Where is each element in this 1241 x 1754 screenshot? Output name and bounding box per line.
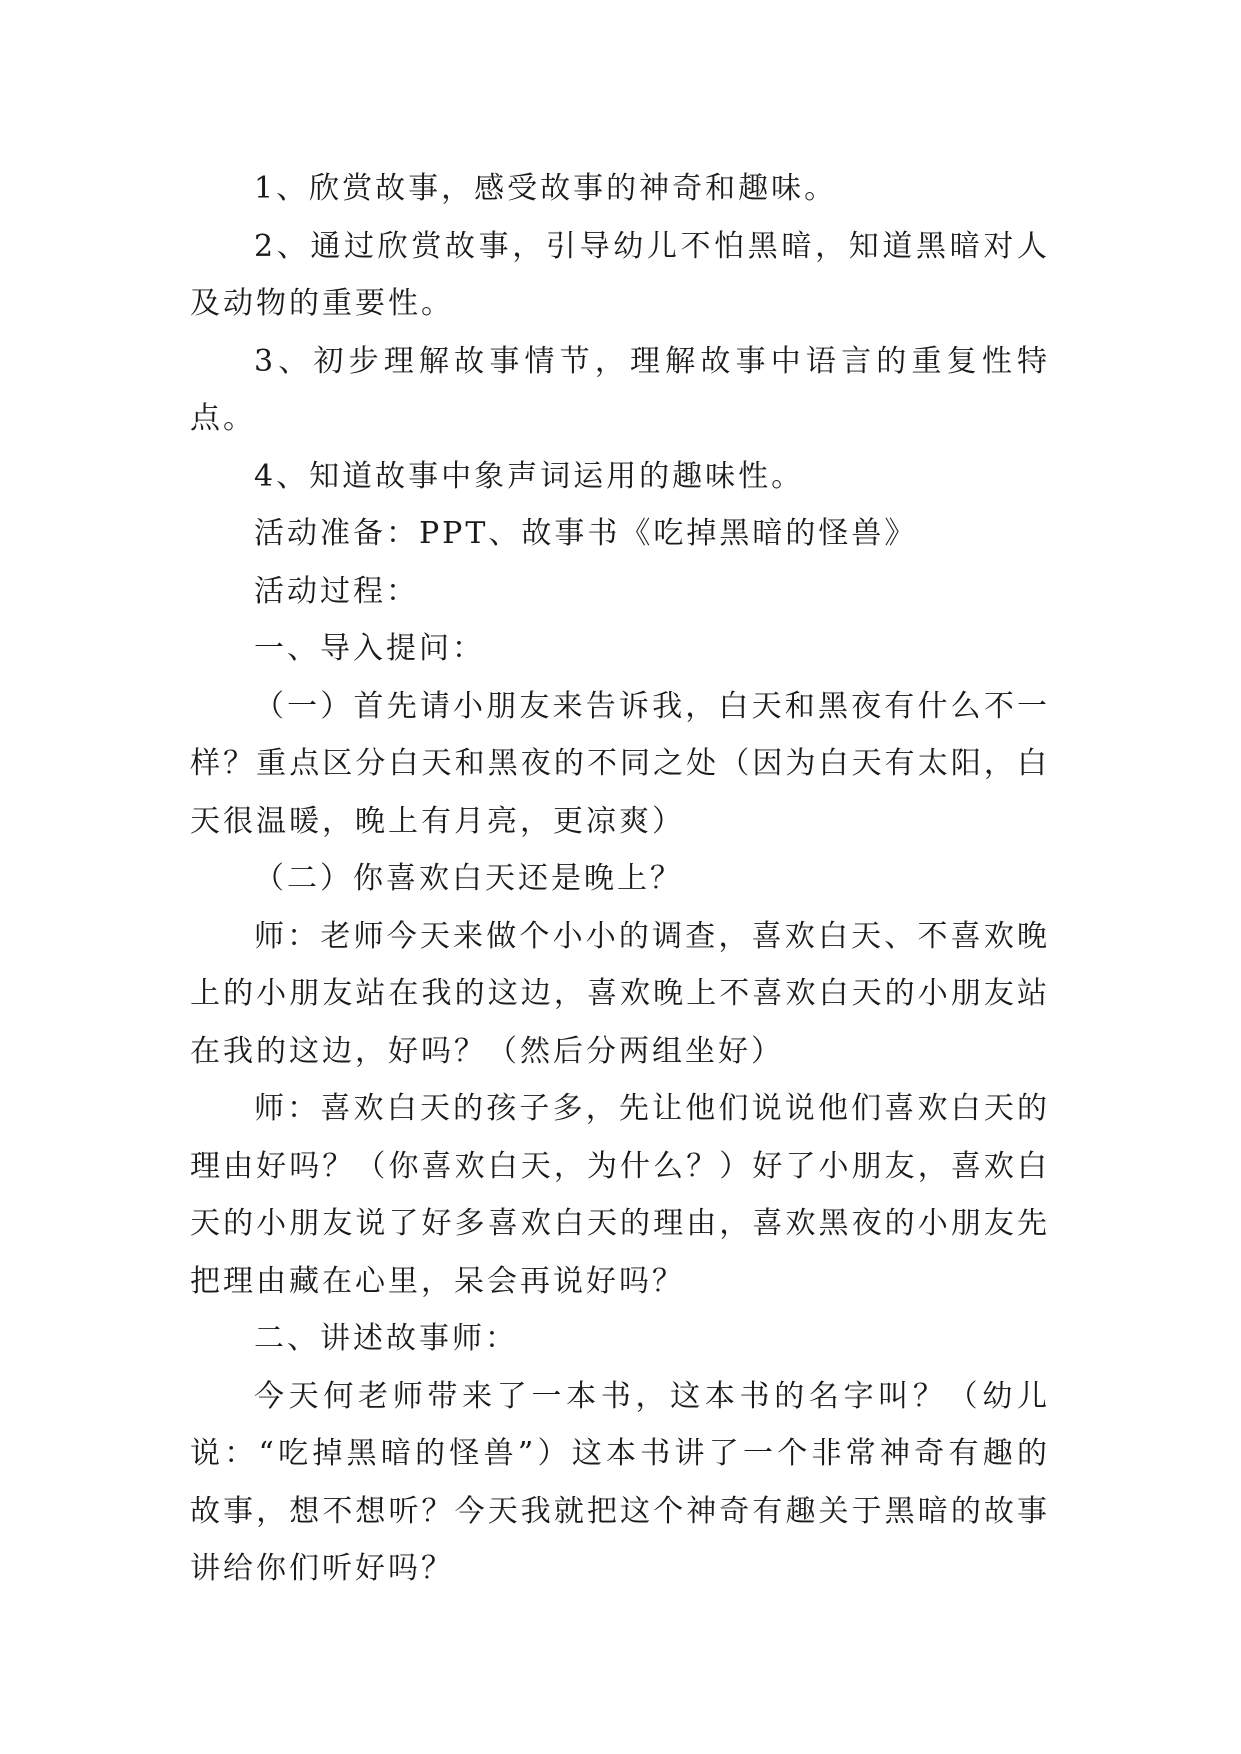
activity-preparation: 活动准备：PPT、故事书《吃掉黑暗的怪兽》 [254, 516, 918, 551]
document-body [190, 160, 1050, 1598]
objective-2: 2、通过欣赏故事，引导幼儿不怕黑暗，知道黑暗对人及动物的重要性。 [190, 228, 1050, 321]
activity-process-heading: 活动过程： [254, 573, 419, 609]
objective-4: 4、知道故事中象声词运用的趣味性。 [254, 458, 805, 494]
section-2-heading: 二、讲述故事师： [254, 1321, 518, 1356]
section-1-item-2: （二）你喜欢白天还是晚上？ [254, 861, 683, 896]
section-1-heading: 一、导入提问： [254, 631, 485, 666]
story-intro-paragraph: 今天何老师带来了一本书，这本书的名字叫？（幼儿说：“吃掉黑暗的怪兽”）这本书讲了一个非常神奇有趣的故事，想不想听？今天我就把这个神奇有趣关于黑暗的故事讲给你们听好吗？ [190, 1378, 1050, 1586]
teacher-paragraph-1: 师：老师今天来做个小小的调查，喜欢白天、不喜欢晚上的小朋友站在我的这边，喜欢晚上不喜欢白天的小朋友站在我的这边，好吗？（然后分两组坐好） [190, 918, 1050, 1069]
objective-1: 1、欣赏故事，感受故事的神奇和趣味。 [254, 171, 838, 206]
objective-3: 3、初步理解故事情节，理解故事中语言的重复性特点。 [190, 343, 1050, 436]
teacher-paragraph-2: 师：喜欢白天的孩子多，先让他们说说他们喜欢白天的理由好吗？（你喜欢白天，为什么？）好了小朋友，喜欢白天的小朋友说了好多喜欢白天的理由，喜欢黑夜的小朋友先把理由藏在心里，呆会再说好吗？ [190, 1091, 1050, 1299]
section-1-item-1: （一）首先请小朋友来告诉我，白天和黑夜有什么不一样？重点区分白天和黑夜的不同之处（因为白天有太阳，白天很温暖，晚上有月亮，更凉爽） [190, 688, 1050, 839]
